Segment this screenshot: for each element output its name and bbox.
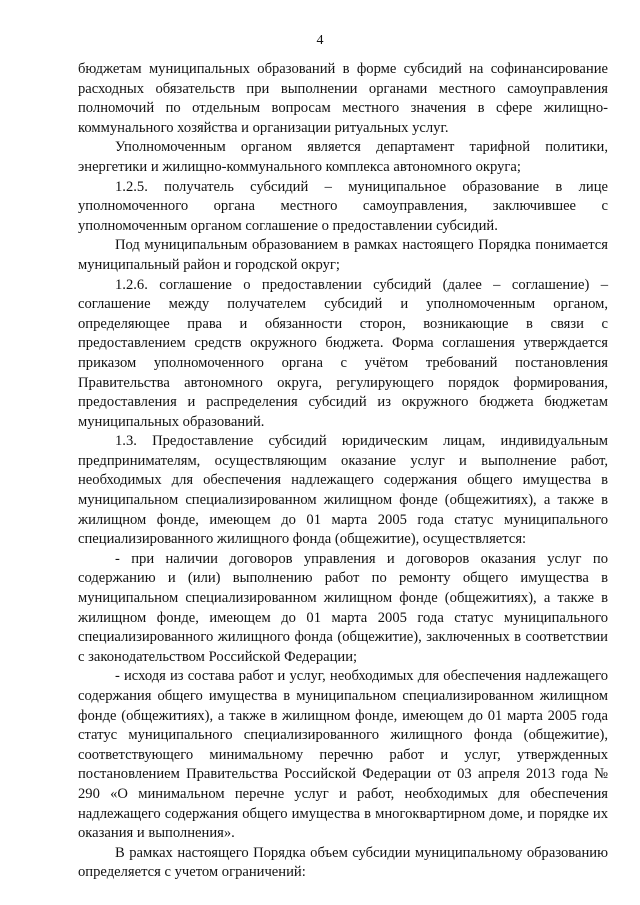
document-body xyxy=(78,60,608,883)
paragraph-continuation: бюджетам муниципальных образований в форме субсидий на софинансирование расходных обязательств при выполнении органами местного самоуправления полномочий по отдельным вопросам местного значения в сфере жилищно-коммунального хозяйства и организации ритуальных услуг. xyxy=(78,61,608,136)
paragraph-1-2-6: 1.2.6. соглашение о предоставлении субсидий (далее – соглашение) – соглашение между получателем субсидий и уполномоченным органом, определяющее права и обязанности сторон, возникающие в связи с предоставлением средств окружного бюджета. Форма соглашения утверждается приказом уполномоченного органа с учётом требований постановления Правительства автономного округа, регулирующего порядок формирования, предоставления и распределения субсидий из окружного бюджета бюджетам муниципальных образований. xyxy=(78,276,608,430)
paragraph-authorized-body: Уполномоченным органом является департамент тарифной политики, энергетики и жилищно-коммунального комплекса автономного округа; xyxy=(78,139,608,175)
paragraph-municipal-definition: Под муниципальным образованием в рамках настоящего Порядка понимается муниципальный район и городской округ; xyxy=(78,237,608,273)
paragraph-1-2-5: 1.2.5. получатель субсидий – муниципальное образование в лице уполномоченного органа местного самоуправления, заключившее с уполномоченным органом соглашение о предоставлении субсидий. xyxy=(78,178,608,234)
paragraph-1-3: 1.3. Предоставление субсидий юридическим лицам, индивидуальным предпринимателям, осуществляющим оказание услуг и выполнение работ, необходимых для обеспечения надлежащего содержания общего имущества в муниципальном специализированном жилищном фонде (общежитиях), а также в жилищном фонде, имеющем до 01 марта 2005 года статус муниципального специализированного жилищного фонда (общежитие), осуществляется: xyxy=(78,433,608,548)
paragraph-subsidy-limits: В рамках настоящего Порядка объем субсидии муниципальному образованию определяется с учетом ограничений: xyxy=(78,844,608,881)
page-number: 4 xyxy=(316,33,324,48)
list-item-minimum-list: - исходя из состава работ и услуг, необходимых для обеспечения надлежащего содержания общего имущества в муниципальном специализированном жилищном фонде (общежитиях), а также в жилищном фонде, имеющем до 01 марта 2005 года статус муниципального специализированного жилищного фонда (общежитие), соответствующего минимальному перечню работ и услуг, утвержденных постановлением Правительства Российской Федерации от 03 апреля 2013 года № 290 «О минимальном перечне услуг и работ, необходимых для обеспечения надлежащего содержания общего имущества в многоквартирном доме, и порядке их оказания и выполнения». xyxy=(78,668,608,842)
list-item-contracts: - при наличии договоров управления и договоров оказания услуг по содержанию и (или) выполнению работ по ремонту общего имущества в муниципальном специализированном жилищном фонде (общежитиях), а также в жилищном фонде, имеющем до 01 марта 2005 года статус муниципального специализированного жилищного фонда (общежитие), заключенных в соответствии с законодательством Российской Федерации; xyxy=(78,550,608,665)
